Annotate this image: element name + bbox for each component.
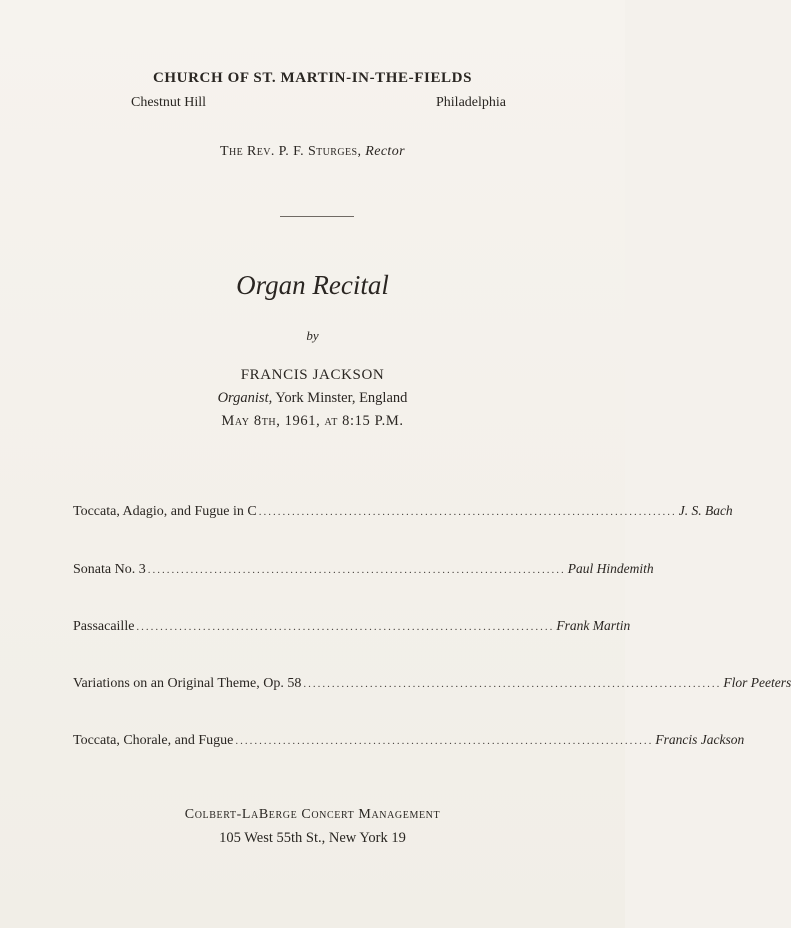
church-name: CHURCH OF ST. MARTIN-IN-THE-FIELDS bbox=[152, 70, 473, 86]
dot-leader: ........................................................................................ bbox=[136, 621, 555, 633]
composer-name: Frank Martin bbox=[556, 618, 631, 633]
composer-name: Paul Hindemith bbox=[567, 561, 654, 576]
composer-name: J. S. Bach bbox=[678, 503, 733, 518]
location-right: Philadelphia bbox=[436, 95, 506, 110]
performer-venue: York Minster, England bbox=[275, 390, 408, 406]
piece-title: Variations on an Original Theme, Op. 58 bbox=[73, 676, 302, 691]
composer-name: Francis Jackson bbox=[655, 732, 745, 747]
recital-date: May 8th, 1961, at 8:15 P.M. bbox=[221, 413, 404, 429]
dot-leader: ........................................................................................ bbox=[303, 678, 722, 690]
location-left: Chestnut Hill bbox=[131, 95, 207, 110]
rector-line bbox=[0, 144, 625, 160]
divider-rule bbox=[280, 216, 354, 217]
composer-name: Flor Peeters bbox=[723, 675, 791, 690]
dot-leader: ........................................................................................ bbox=[147, 564, 566, 576]
dot-leader: ........................................................................................ bbox=[258, 506, 677, 518]
recital-title: Organ Recital bbox=[236, 270, 389, 300]
piece-title: Passacaille bbox=[73, 619, 135, 634]
performer-role: Organist, bbox=[217, 390, 273, 406]
rector-title: Rector bbox=[365, 144, 405, 159]
program-item bbox=[73, 732, 745, 749]
piece-title: Toccata, Chorale, and Fugue bbox=[73, 733, 234, 748]
management-address: 105 West 55th St., New York 19 bbox=[219, 830, 406, 846]
by-label: by bbox=[306, 328, 319, 343]
program-item bbox=[73, 618, 631, 635]
rector-name: The Rev. P. F. Sturges, bbox=[220, 144, 362, 159]
piece-title: Toccata, Adagio, and Fugue in C bbox=[73, 504, 257, 519]
program-item bbox=[73, 561, 654, 578]
program-item bbox=[73, 503, 733, 520]
program-item bbox=[73, 675, 791, 692]
management-name: Colbert-LaBerge Concert Management bbox=[184, 807, 441, 822]
dot-leader: ........................................................................................ bbox=[235, 735, 654, 747]
performer-name: FRANCIS JACKSON bbox=[240, 367, 385, 383]
performer-position bbox=[0, 390, 625, 407]
piece-title: Sonata No. 3 bbox=[73, 562, 146, 577]
